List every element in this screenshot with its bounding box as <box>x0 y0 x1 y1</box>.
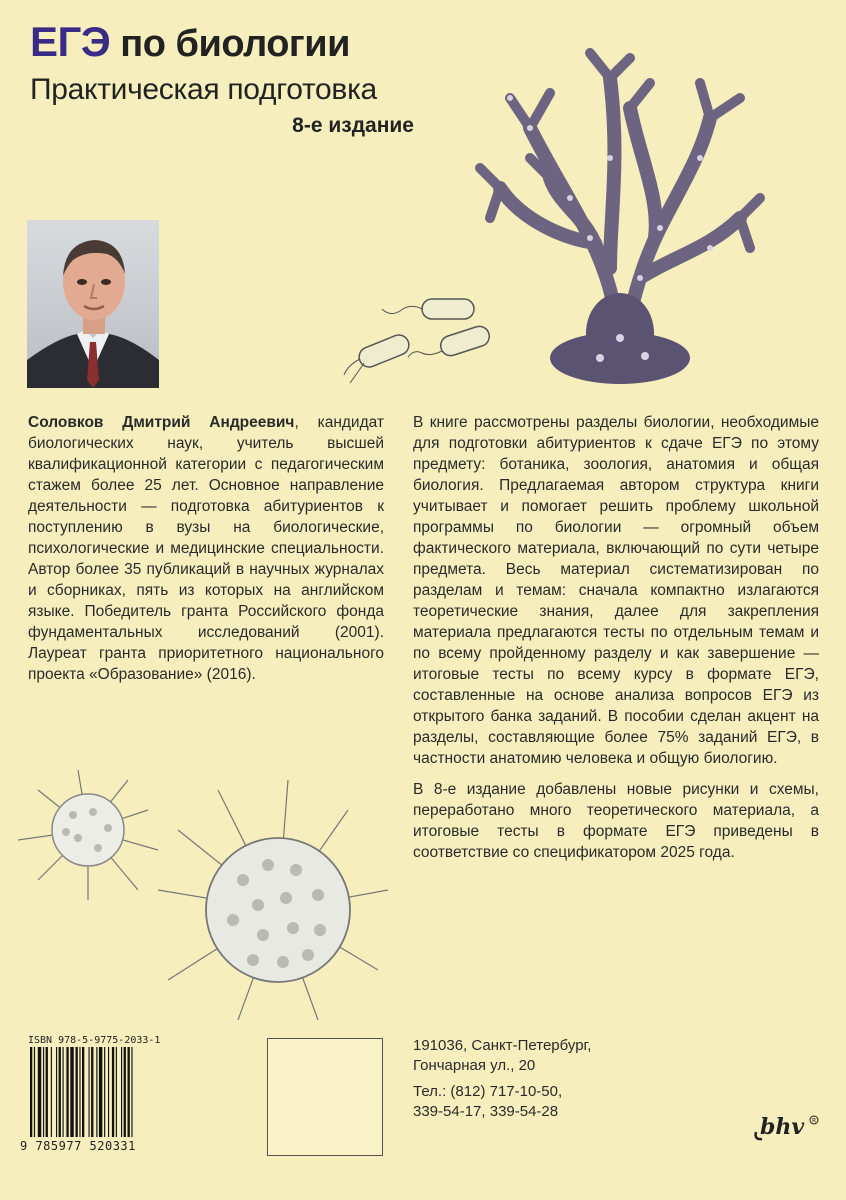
svg-text:R: R <box>812 1117 817 1125</box>
book-title <box>30 14 430 72</box>
book-description <box>413 412 819 873</box>
bhv-logo <box>752 1108 822 1142</box>
barcode <box>28 1047 164 1137</box>
title-ege: ЕГЭ <box>30 18 111 65</box>
title-rest: по биологии <box>110 23 350 65</box>
description-paragraph-2: В 8-е издание добавлены новые рисунки и схемы, переработано много теоретического материала, а итоговые тесты в формате ЕГЭ приведены в соответствие со спецификатором 2025 года. <box>413 781 819 861</box>
author-bio <box>28 412 384 695</box>
bhv-logo-text: bhv <box>760 1114 805 1140</box>
author-name: Соловков Дмитрий Андреевич <box>28 414 295 431</box>
barcode-digits: 9 785977 520331 <box>20 1139 136 1153</box>
address-line-2: Гончарная ул., 20 <box>413 1057 536 1074</box>
bacteria-illustration <box>330 295 520 385</box>
address-line-1: 191036, Санкт-Петербург, <box>413 1037 592 1054</box>
isbn-label: ISBN 978-5-9775-2033-1 <box>28 1035 161 1046</box>
radiolaria-illustration <box>18 770 398 1020</box>
author-bio-text: , кандидат биологических наук, учитель высшей квалификационной категории с педагогическим стажем более 25 лет. Основное направление деятельности — подготовка абитуриентов к поступлению в вузы на биологические, психологические и медицинские специальности. Автор более 35 публикаций в научных журналах и сборниках, пять из которых на английском языке. Победитель гранта Российского фонда фундаментальных исследований (2001). Лауреат гранта приоритетного национального проекта «Образование» (2016). <box>28 414 384 683</box>
price-sticker-box <box>267 1038 383 1156</box>
author-photo <box>27 220 159 388</box>
description-paragraph-1: В книге рассмотрены разделы биологии, необходимые для подготовки абитуриентов к сдаче ЕГЭ по этому предмету: ботаника, зоология, анатомия и общая биология. Предлагаемая автором структура книги учитывает и помогает решить проблему школьной программы по биологии — огромный объем фактического материала, включающий по сути четыре предмета. Весь материал систематизирован по разделам и темам: сначала компактно излагаются теоретические знания, далее для закрепления материала предлагаются тесты по отдельным темам и по всему пройденному разделу и как завершение — итоговые тесты по всему курсу в формате ЕГЭ, составленные на основе анализа вопросов ЕГЭ из открытого банка заданий. В пособии сделан акцент на разделы, составляющие более 75% заданий ЕГЭ, в частности анатомию человека и общую биологию. <box>413 414 819 767</box>
title-block <box>30 14 430 138</box>
edition-label: 8-е издание <box>292 114 414 137</box>
book-subtitle: Практическая подготовка <box>30 73 377 106</box>
phone-line-2: 339-54-17, 339-54-28 <box>413 1103 559 1120</box>
phone-line-1: Тел.: (812) 717-10-50, <box>413 1083 563 1100</box>
publisher-address <box>413 1036 591 1122</box>
